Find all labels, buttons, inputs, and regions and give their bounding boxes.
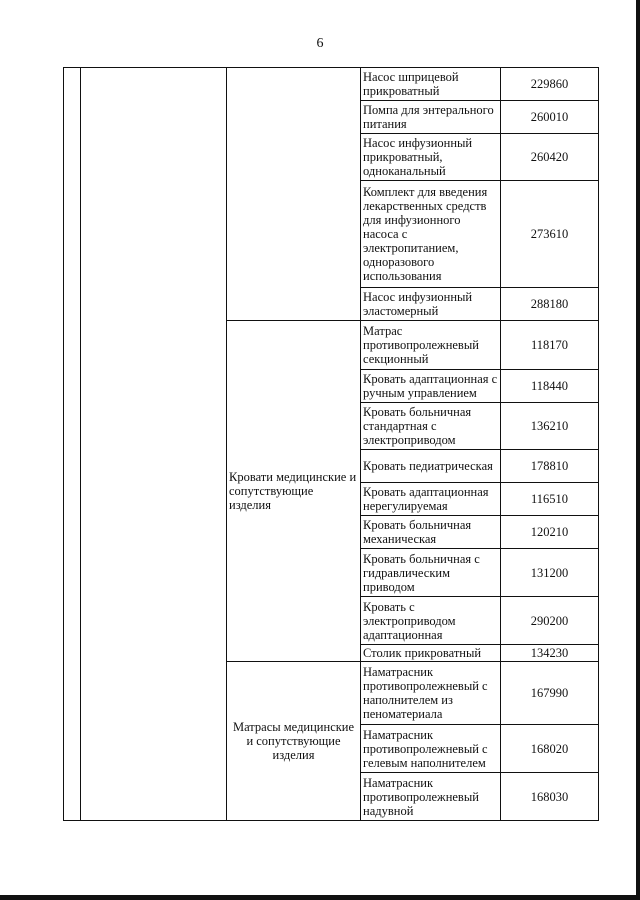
- category-column-cell: [81, 68, 227, 821]
- item-name: Кровать педиатрическая: [361, 450, 501, 483]
- group-cell-mattresses: Матрасы медицинские и сопутствующие изделия: [227, 662, 361, 821]
- item-name: Кровать больничная механическая: [361, 516, 501, 549]
- item-name: Насос инфузионный прикроватный, одноканальный: [361, 134, 501, 181]
- table-row: [64, 68, 599, 101]
- scan-edge-right: [636, 0, 640, 900]
- item-code: 229860: [501, 68, 599, 101]
- item-code: 260010: [501, 101, 599, 134]
- item-code: 290200: [501, 597, 599, 645]
- group-cell-pumps: [227, 68, 361, 321]
- item-name: Кровать с электроприводом адаптационная: [361, 597, 501, 645]
- item-code: 136210: [501, 403, 599, 450]
- item-name: Матрас противопролежневый секционный: [361, 321, 501, 370]
- group-cell-beds: Кровати медицинские и сопутствующие изделия: [227, 321, 361, 662]
- item-code: 288180: [501, 288, 599, 321]
- item-code: 260420: [501, 134, 599, 181]
- item-name: Насос инфузионный эластомерный: [361, 288, 501, 321]
- item-code: 118440: [501, 370, 599, 403]
- item-code: 116510: [501, 483, 599, 516]
- item-name: Кровать адаптационная нерегулируемая: [361, 483, 501, 516]
- equipment-table: [63, 67, 599, 821]
- item-code: 273610: [501, 181, 599, 288]
- item-name: Наматрасник противопролежневый с гелевым наполнителем: [361, 725, 501, 773]
- item-code: 178810: [501, 450, 599, 483]
- index-column-cell: [64, 68, 81, 821]
- item-code: 168020: [501, 725, 599, 773]
- page-number: 6: [316, 36, 324, 51]
- item-name: Кровать больничная с гидравлическим приводом: [361, 549, 501, 597]
- item-code: 118170: [501, 321, 599, 370]
- item-name: Насос шприцевой прикроватный: [361, 68, 501, 101]
- item-code: 131200: [501, 549, 599, 597]
- item-code: 134230: [501, 645, 599, 662]
- scan-edge-bottom: [0, 895, 640, 900]
- item-name: Кровать адаптационная с ручным управлением: [361, 370, 501, 403]
- item-name: Помпа для энтерального питания: [361, 101, 501, 134]
- item-code: 120210: [501, 516, 599, 549]
- item-name: Комплект для введения лекарственных средств для инфузионного насоса с электропитанием, одноразового использования: [361, 181, 501, 288]
- item-name: Кровать больничная стандартная с электроприводом: [361, 403, 501, 450]
- item-name: Наматрасник противопролежневый с наполнителем из пеноматериала: [361, 662, 501, 725]
- item-name: Наматрасник противопролежневый надувной: [361, 773, 501, 821]
- item-code: 168030: [501, 773, 599, 821]
- item-name: Столик прикроватный: [361, 645, 501, 662]
- item-code: 167990: [501, 662, 599, 725]
